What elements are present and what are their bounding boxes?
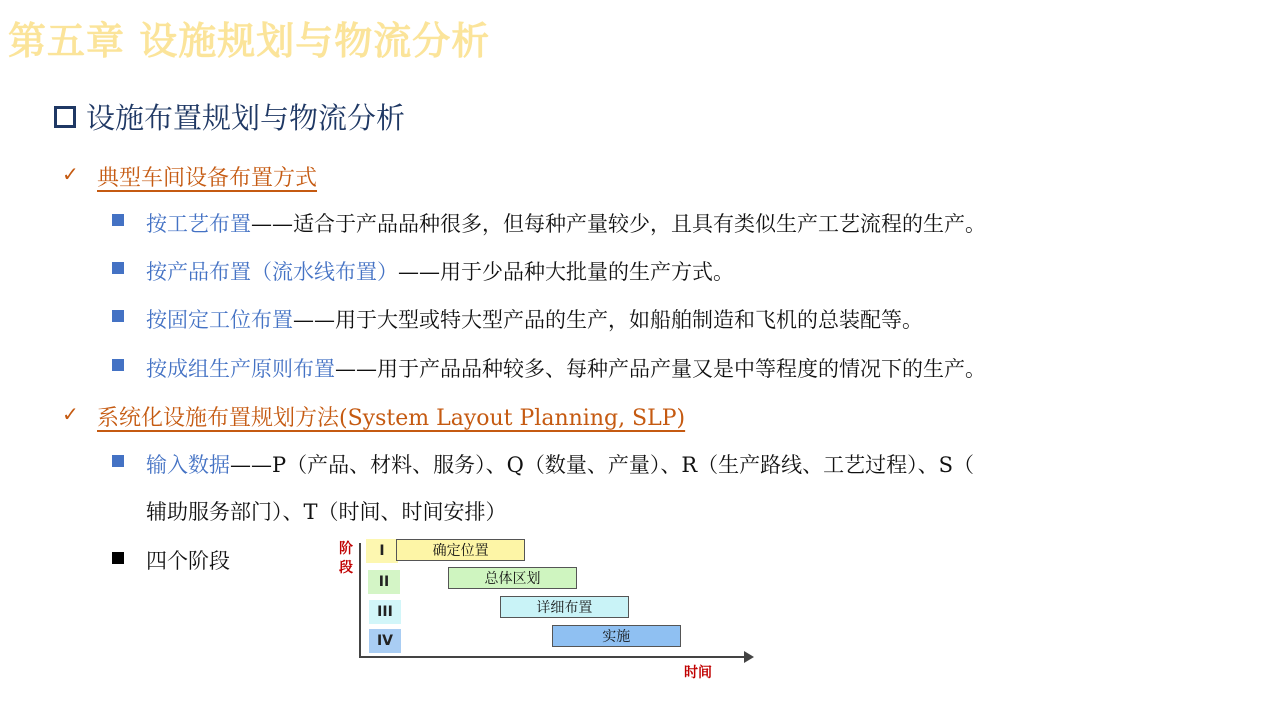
list-item-term: 按成组生产原则布置: [146, 357, 335, 381]
square-bullet-icon: [112, 310, 124, 322]
square-bullet-icon: [112, 552, 124, 564]
list-item-term: 输入数据: [146, 453, 230, 477]
x-axis-arrow-icon: [744, 651, 754, 663]
list-item: [146, 353, 986, 383]
phase-bar: 实施: [552, 625, 681, 647]
list-item-term: 按工艺布置: [146, 212, 251, 236]
list-item: [146, 304, 923, 334]
square-bullet-icon: [112, 214, 124, 226]
phase-label-box: IV: [369, 629, 401, 653]
section-title: 设施布置规划与物流分析: [86, 101, 406, 135]
phase-label-box: II: [368, 570, 400, 594]
phase-label-box: III: [369, 600, 401, 624]
phase-bar: 总体区划: [448, 567, 577, 589]
point-heading-layout-types: 典型车间设备布置方式: [97, 166, 318, 191]
list-item-desc: ——用于产品品种较多、每种产品产量又是中等程度的情况下的生产。: [335, 357, 986, 381]
chapter-title: 第五章 设施规划与物流分析: [8, 19, 491, 63]
list-item: [146, 256, 734, 286]
list-item-desc: ——P（产品、材料、服务）、Q（数量、产量）、R（生产路线、工艺过程）、S（: [230, 453, 975, 477]
square-bullet-icon: [112, 455, 124, 467]
list-item: [146, 449, 974, 479]
x-axis-line: [359, 656, 747, 658]
square-bullet-icon: [54, 106, 76, 128]
y-axis-line: [359, 543, 361, 658]
list-item-term: 按产品布置（流水线布置）: [146, 260, 398, 284]
square-bullet-icon: [112, 359, 124, 371]
phase-bar: 详细布置: [500, 596, 629, 618]
list-item-phases: 四个阶段: [146, 549, 230, 573]
section-heading: [54, 96, 405, 137]
checkmark-icon: ✓: [62, 162, 79, 186]
point-heading-slp: 系统化设施布置规划方法(System Layout Planning, SLP): [97, 406, 686, 431]
list-item: [146, 208, 986, 238]
phase-bar: 确定位置: [396, 539, 525, 561]
checkmark-icon: ✓: [62, 402, 79, 426]
list-item-continuation: 辅助服务部门）、T（时间、时间安排）: [146, 500, 507, 524]
y-axis-label: 阶 段: [339, 541, 353, 576]
x-axis-label: 时间: [684, 665, 712, 681]
square-bullet-icon: [112, 262, 124, 274]
list-item-desc: ——用于大型或特大型产品的生产，如船舶制造和飞机的总装配等。: [293, 308, 923, 332]
list-item-term: 按固定工位布置: [146, 308, 293, 332]
phase-label-box: I: [366, 539, 398, 563]
list-item-desc: ——适合于产品品种很多，但每种产量较少，且具有类似生产工艺流程的生产。: [251, 212, 986, 236]
list-item-desc: ——用于少品种大批量的生产方式。: [398, 260, 734, 284]
